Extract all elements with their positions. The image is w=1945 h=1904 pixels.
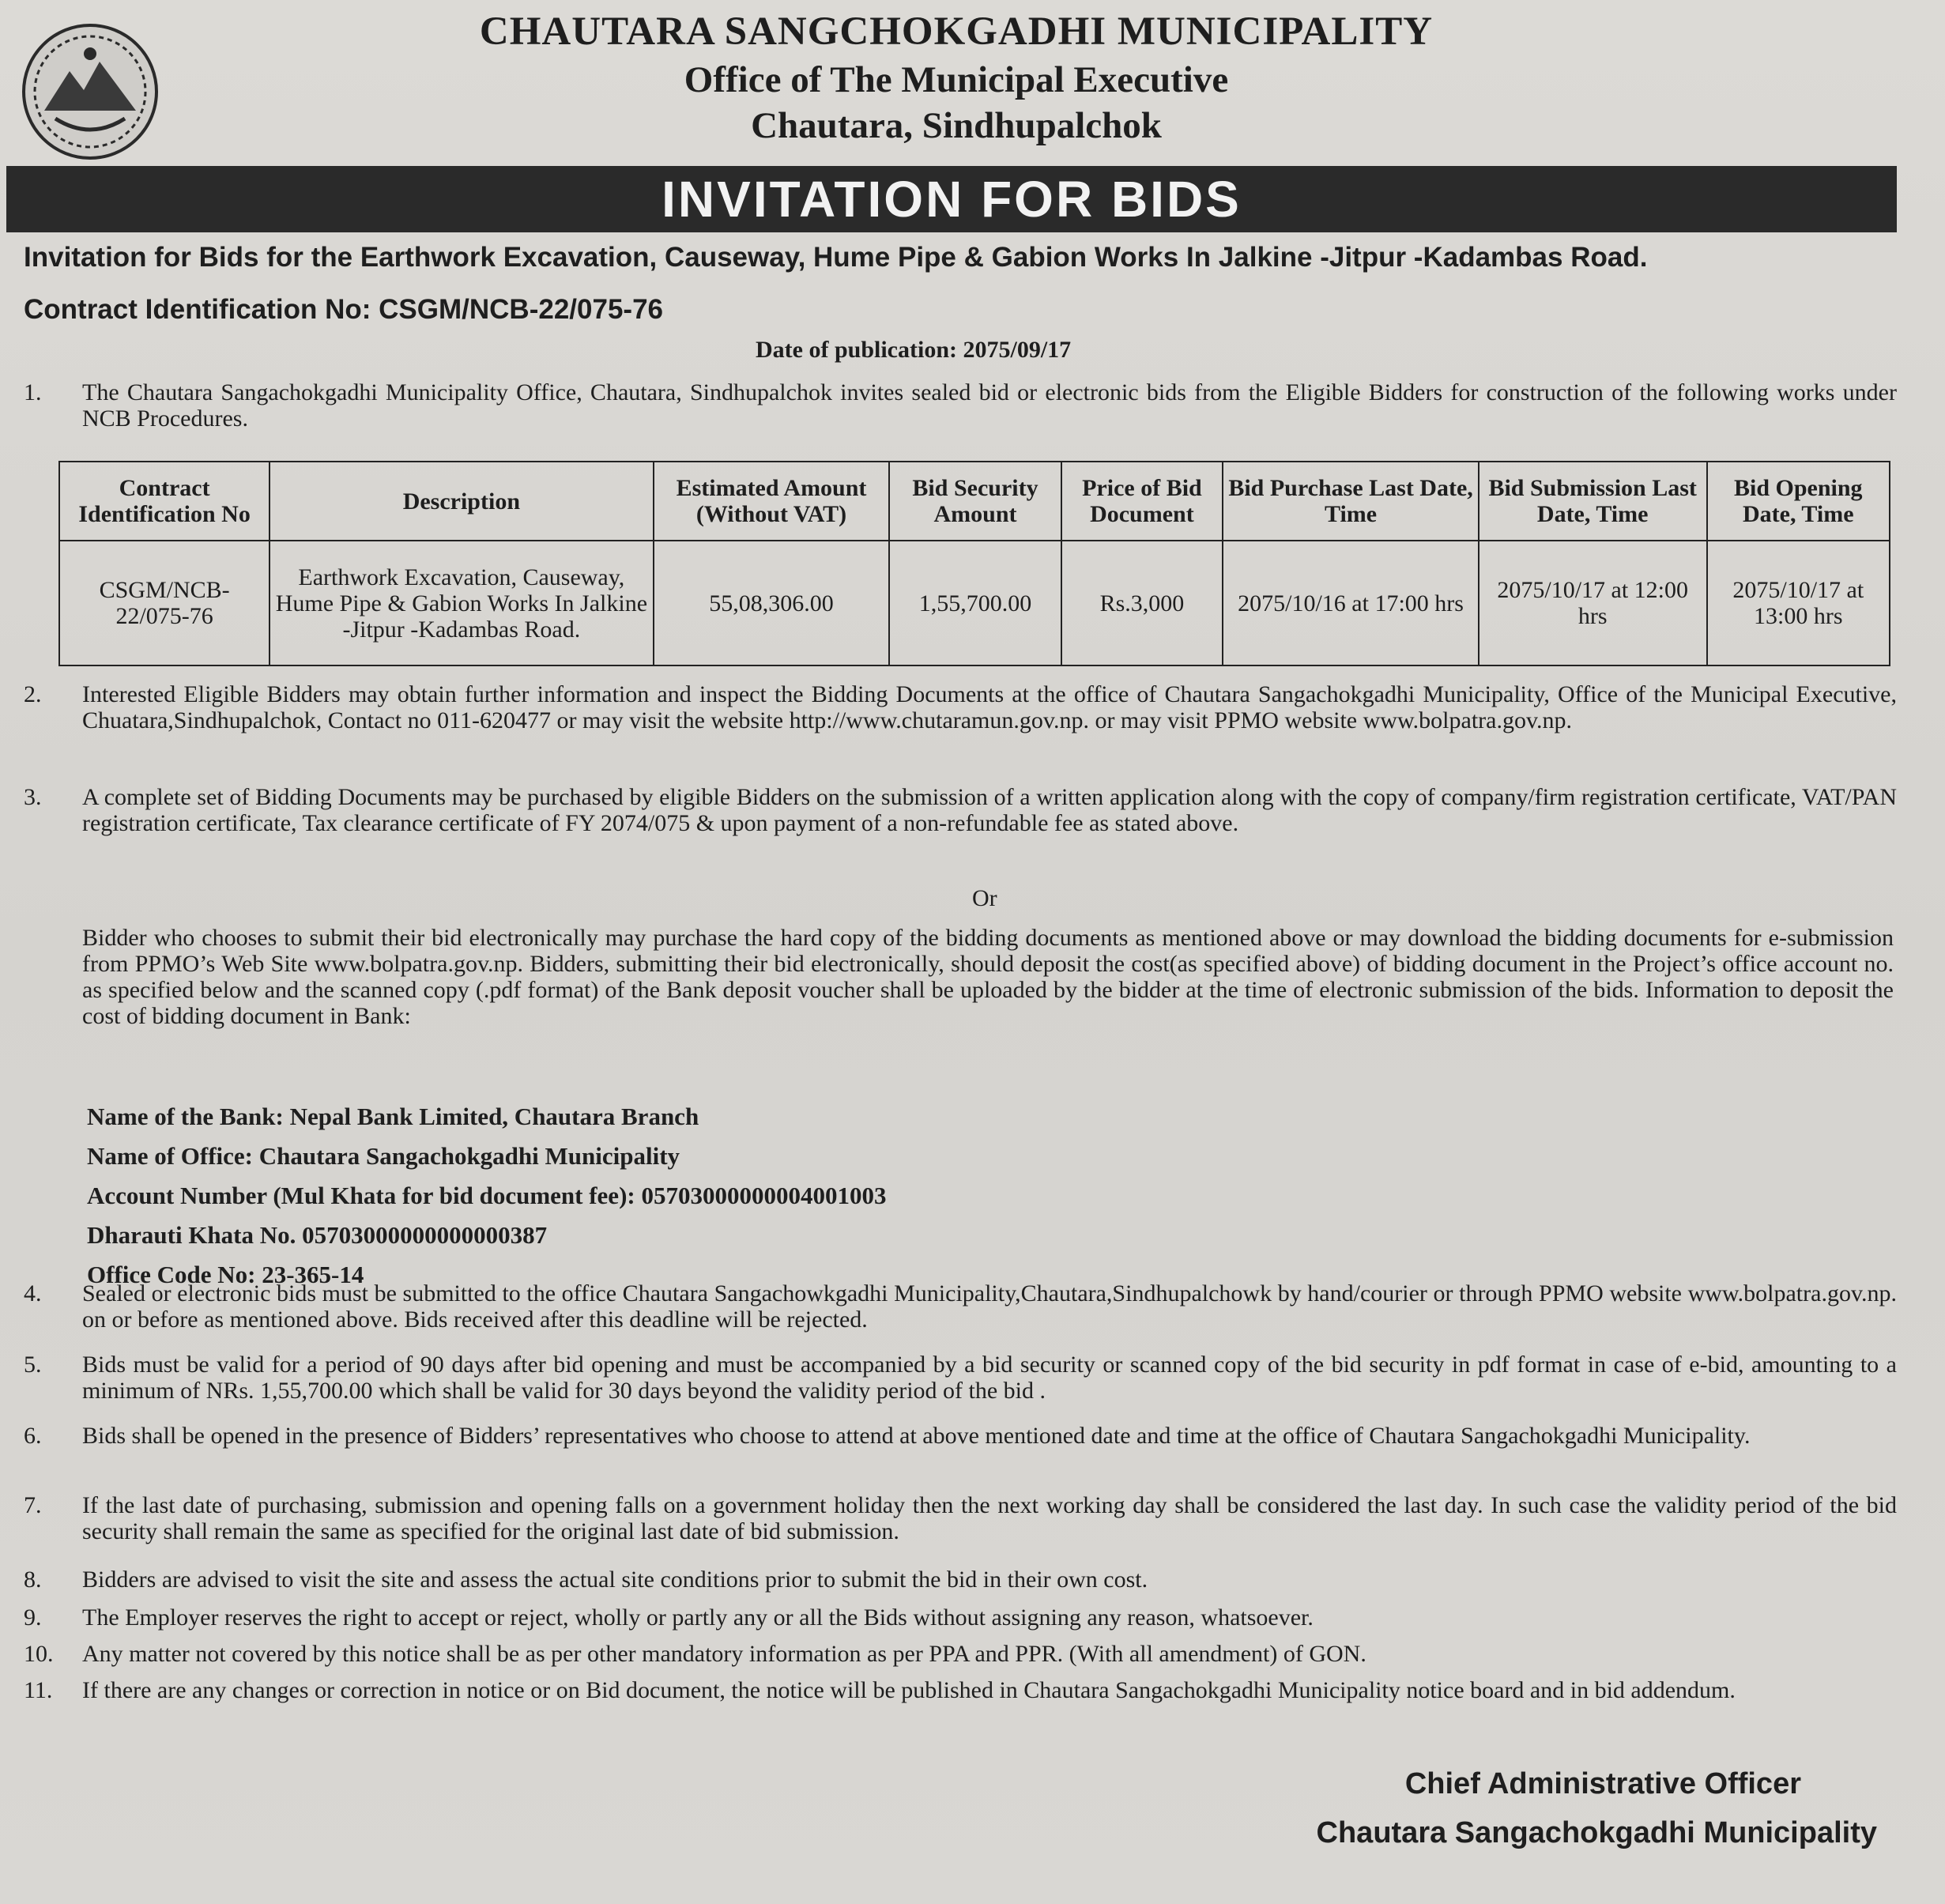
table-header: Bid Submission Last Date, Time (1479, 462, 1707, 541)
table-cell: Earthwork Excavation, Causeway, Hume Pipe & Gabion Works In Jalkine -Jitpur -Kadambas Road. (270, 541, 653, 665)
clause-text: If there are any changes or correction in notice or on Bid document, the notice will be published in Chautara Sangachokgadhi Municipality notice board and in bid addendum. (82, 1677, 1736, 1703)
clause-5 (24, 1352, 1897, 1404)
table-header-row (59, 462, 1890, 541)
office-code: Office Code No: 23-365-14 (87, 1261, 364, 1288)
table-row (59, 541, 1890, 665)
clause-text: The Employer reserves the right to accept or reject, wholly or partly any or all the Bids without assigning any reason, whatsoever. (82, 1604, 1314, 1631)
clause-10 (24, 1641, 1897, 1667)
clause-number: 10. (24, 1641, 54, 1667)
clause-11 (24, 1677, 1897, 1703)
signature-block (1317, 1759, 1877, 1857)
clause-number: 3. (24, 784, 42, 810)
clause-8 (24, 1567, 1897, 1593)
clause-number: 1. (24, 379, 42, 405)
table-cell: Rs.3,000 (1061, 541, 1223, 665)
contract-id-line: Contract Identification No: CSGM/NCB-22/075-76 (24, 294, 663, 325)
table-header: Description (270, 462, 653, 541)
clause-text: The Chautara Sangachokgadhi Municipality Office, Chautara, Sindhupalchok invites sealed bid or electronic bids from the Eligible Bidders for construction of the following works under NCB Procedures. (82, 379, 1897, 432)
dharauti-account: Dharauti Khata No. 05703000000000000387 (87, 1221, 548, 1249)
clause-4 (24, 1280, 1897, 1333)
table-cell: CSGM/NCB-22/075-76 (59, 541, 270, 665)
clause-3 (24, 784, 1897, 836)
office-location: Chautara, Sindhupalchok (751, 105, 1162, 146)
clause-text: Bids shall be opened in the presence of Bidders’ representatives who choose to attend at above mentioned date and time at the office of Chautara Sangachokgadhi Municipality. (82, 1423, 1751, 1449)
clause-number: 5. (24, 1352, 42, 1378)
nepal-emblem-icon (21, 22, 160, 161)
table-header: Estimated Amount (Without VAT) (654, 462, 890, 541)
clause-number: 7. (24, 1492, 42, 1518)
clause-3-electronic: Bidder who chooses to submit their bid electronically may purchase the hard copy of the bidding documents as mentioned above or may download the bidding documents for e-submission from PPMO’s Web Site www.bolpatra.gov.np. Bidders, submitting their bid electronically, should deposit the cost(as specified above) of bidding document in the Project’s office account no. as specified below and the scanned copy (.pdf format) of the Bank deposit voucher shall be uploaded by the bidder at the time of electronic submission of the bids. Information to deposit the cost of bidding document in Bank: (82, 925, 1894, 1029)
bid-subtitle: Invitation for Bids for the Earthwork Excavation, Causeway, Hume Pipe & Gabion Works In Jalkine -Jitpur -Kadambas Road. (24, 242, 1648, 273)
clause-text: If the last date of purchasing, submission and opening falls on a government holiday then the next working day shall be considered the last day. In such case the validity period of the bid security shall remain the same as specified for the original last date of bid submission. (82, 1492, 1897, 1544)
table-cell: 1,55,700.00 (889, 541, 1061, 665)
or-separator: Or (972, 885, 997, 911)
table-header: Bid Opening Date, Time (1707, 462, 1890, 541)
table-header: Bid Security Amount (889, 462, 1061, 541)
clause-text: Bidders are advised to visit the site and assess the actual site conditions prior to submit the bid in their own cost. (82, 1567, 1148, 1593)
bank-name: Name of the Bank: Nepal Bank Limited, Chautara Branch (87, 1103, 699, 1130)
clause-text: Bids must be valid for a period of 90 days after bid opening and must be accompanied by a bid security or scanned copy of the bid security in pdf format in case of e-bid, amounting to a minimum of NRs. 1,55,700.00 which shall be valid for 30 days beyond the validity period of the bid . (82, 1352, 1897, 1404)
clause-text: A complete set of Bidding Documents may be purchased by eligible Bidders on the submission of a written application along with the copy of company/firm registration certificate, VAT/PAN registration certificate, Tax clearance certificate of FY 2074/075 & upon payment of a non-refundable fee as stated above. (82, 784, 1897, 836)
office-name-line: Name of Office: Chautara Sangachokgadhi Municipality (87, 1142, 680, 1170)
org-name: CHAUTARA SANGCHOKGADHI MUNICIPALITY (479, 9, 1434, 54)
clause-number: 11. (24, 1677, 53, 1703)
clause-number: 4. (24, 1280, 42, 1306)
signatory-org: Chautara Sangachokgadhi Municipality (1316, 1816, 1877, 1849)
table-cell: 55,08,306.00 (654, 541, 890, 665)
clause-1 (24, 379, 1897, 432)
bid-table (58, 461, 1890, 666)
clause-text: Interested Eligible Bidders may obtain further information and inspect the Bidding Documents at the office of Chautara Sangachokgadhi Municipality, Office of the Municipal Executive, Chuatara,Sindhupalchok, Contact no 011-620477 or may visit the website http://www.chutaramun.gov.np. or may visit PPMO website www.bolpatra.gov.np. (82, 681, 1897, 733)
clause-number: 9. (24, 1604, 42, 1631)
publication-date: Date of publication: 2075/09/17 (756, 337, 1072, 363)
account-number: Account Number (Mul Khata for bid document fee): 05703000000004001003 (87, 1182, 887, 1209)
table-cell: 2075/10/16 at 17:00 hrs (1223, 541, 1479, 665)
clause-2 (24, 681, 1897, 733)
clause-number: 8. (24, 1567, 42, 1593)
office-name: Office of The Municipal Executive (684, 59, 1229, 100)
clause-7 (24, 1492, 1897, 1544)
clause-text: Sealed or electronic bids must be submitted to the office Chautara Sangachowkgadhi Municipality,Chautara,Sindhupalchowk by hand/courier or through PPMO website www.bolpatra.gov.np. on or before as mentioned above. Bids received after this deadline will be rejected. (82, 1280, 1897, 1333)
table-header: Price of Bid Document (1061, 462, 1223, 541)
clause-number: 2. (24, 681, 42, 707)
clause-9 (24, 1604, 1897, 1631)
table-cell: 2075/10/17 at 12:00 hrs (1479, 541, 1707, 665)
signatory-title: Chief Administrative Officer (1404, 1767, 1801, 1800)
table-header: Contract Identification No (59, 462, 270, 541)
table-cell: 2075/10/17 at 13:00 hrs (1707, 541, 1890, 665)
bank-details (87, 1097, 886, 1295)
masthead (285, 6, 1628, 149)
clause-number: 6. (24, 1423, 42, 1449)
table-header: Bid Purchase Last Date, Time (1223, 462, 1479, 541)
clause-6 (24, 1423, 1897, 1449)
clause-text: Any matter not covered by this notice shall be as per other mandatory information as per PPA and PPR. (With all amendment) of GON. (82, 1641, 1366, 1667)
banner-title: INVITATION FOR BIDS (6, 166, 1897, 232)
